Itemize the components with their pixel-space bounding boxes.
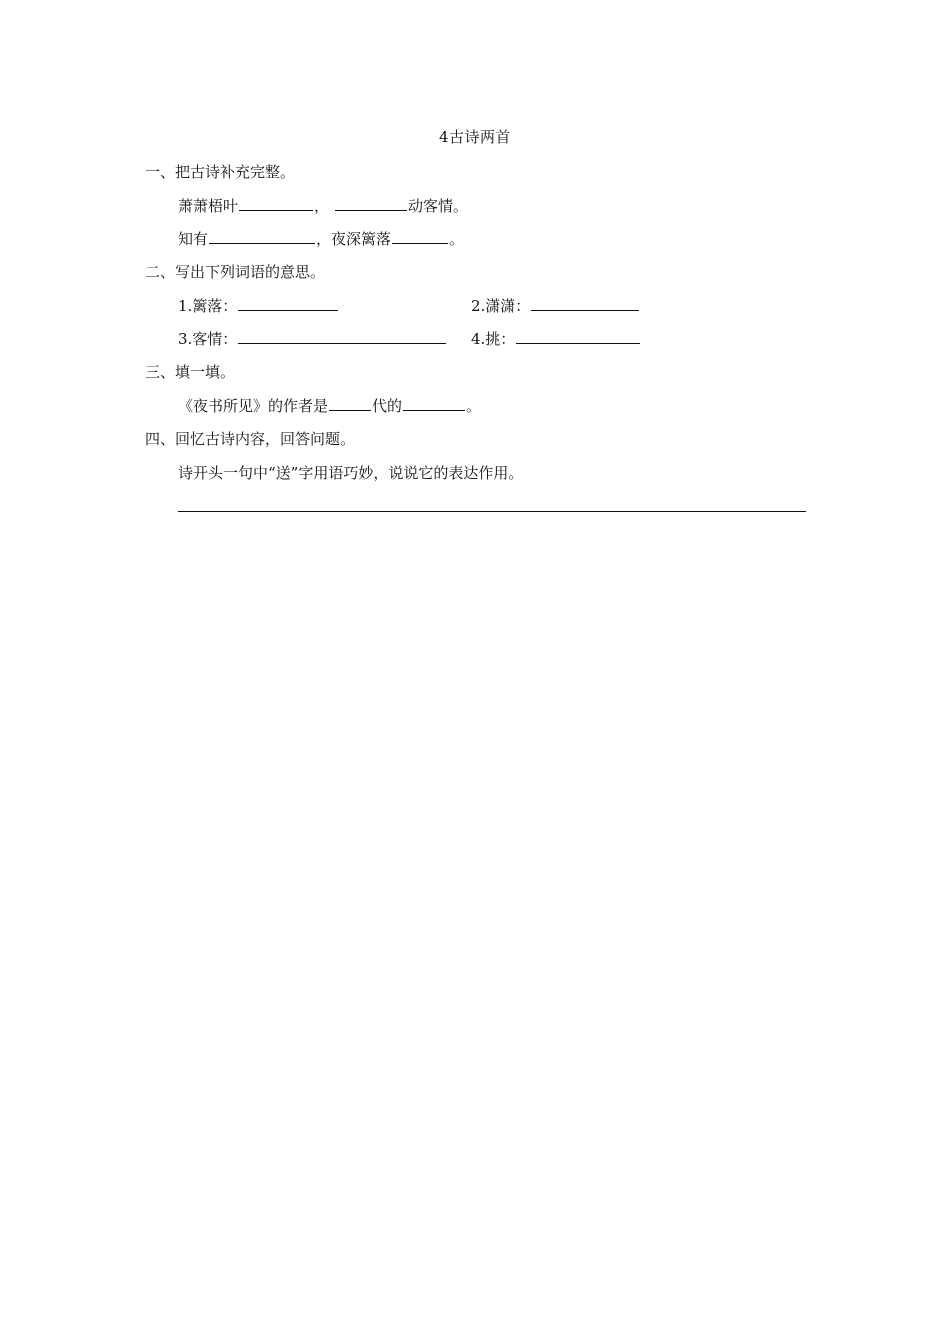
fill-blank[interactable] bbox=[335, 196, 407, 211]
poem-line-2-text-c: 。 bbox=[449, 230, 465, 248]
fill-blank[interactable] bbox=[516, 329, 640, 344]
vocab-item-3 bbox=[178, 329, 447, 349]
poem-line-2-text-b: ，夜深篱落 bbox=[316, 230, 392, 248]
fill-in-line bbox=[178, 396, 481, 416]
poem-line-1-text-b: ， bbox=[314, 197, 330, 215]
fill-blank[interactable] bbox=[403, 396, 465, 411]
question-text: 诗开头一句中“送”字用语巧妙，说说它的表达作用。 bbox=[178, 464, 524, 482]
fill-blank[interactable] bbox=[209, 229, 315, 244]
vocab-item-4-label: 4.挑： bbox=[471, 330, 516, 348]
vocab-item-4 bbox=[471, 329, 641, 349]
fill-blank[interactable] bbox=[531, 296, 639, 311]
poem-line-2-text-a: 知有 bbox=[178, 230, 209, 248]
vocab-item-2 bbox=[471, 296, 640, 316]
vocab-item-3-label: 3.客情： bbox=[178, 330, 238, 348]
fill-in-text-a: 《夜书所见》的作者是 bbox=[178, 397, 329, 415]
fill-in-text-b: 代的 bbox=[372, 397, 403, 415]
poem-line-1-text-a: 萧萧梧叶 bbox=[178, 197, 239, 215]
fill-blank[interactable] bbox=[239, 196, 313, 211]
poem-line-1-text-c: 动客情。 bbox=[408, 197, 469, 215]
vocab-item-1 bbox=[178, 296, 339, 316]
fill-blank[interactable] bbox=[392, 229, 448, 244]
section-2-heading: 二、写出下列词语的意思。 bbox=[145, 263, 326, 281]
fill-blank[interactable] bbox=[329, 396, 371, 411]
poem-line-2 bbox=[178, 229, 464, 249]
vocab-item-1-label: 1.篱落： bbox=[178, 297, 238, 315]
section-4-heading: 四、回忆古诗内容，回答问题。 bbox=[145, 430, 356, 448]
fill-blank[interactable] bbox=[238, 296, 338, 311]
fill-blank[interactable] bbox=[238, 329, 446, 344]
answer-line[interactable] bbox=[178, 511, 806, 512]
page-title: 4古诗两首 bbox=[438, 128, 512, 146]
vocab-item-2-label: 2.潇潇： bbox=[471, 297, 531, 315]
section-1-heading: 一、把古诗补充完整。 bbox=[145, 163, 296, 181]
fill-in-text-c: 。 bbox=[466, 397, 482, 415]
poem-line-1 bbox=[178, 196, 468, 216]
section-3-heading: 三、填一填。 bbox=[145, 363, 236, 381]
